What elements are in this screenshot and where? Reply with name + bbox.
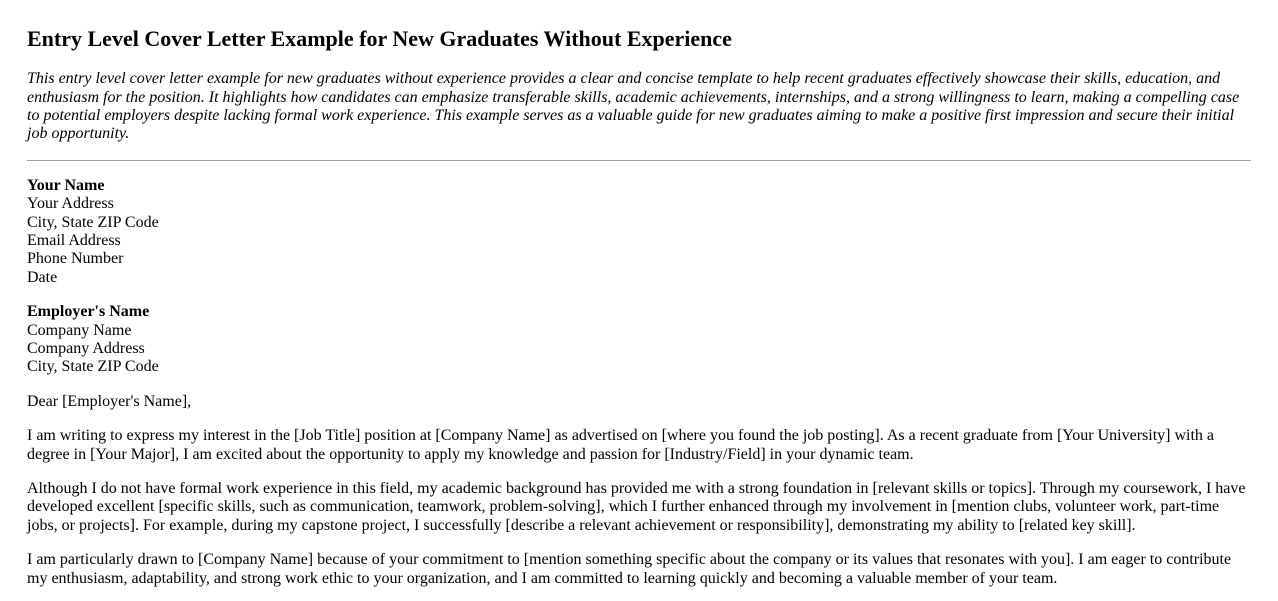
sender-address-line: Your Address	[27, 195, 114, 213]
recipient-address-line: Company Address	[27, 339, 145, 357]
body-paragraph-2: Although I do not have formal work experience in this field, my academic background has provided me with a strong foundation in [relevant skills or topics]. Through my coursework, I have developed excellent [specific skills, such as communication, teamwork, problem-solving], which I further enhanced through my involvement in [mention clubs, volunteer work, part-time jobs, or projects]. For example, during my capstone project, I successfully [describe a relevant achievement or responsibility], demonstrating my ability to [related key skill].	[27, 479, 1246, 534]
body-paragraph-3: I am particularly drawn to [Company Name] because of your commitment to [mention something specific about the company or its values that resonates with you]. I am eager to contribute my enthusiasm, adaptability, and strong work ethic to your organization, and I am committed to learning quickly and becoming a valuable member of your team.	[27, 551, 1232, 587]
sender-date-line: Date	[27, 268, 58, 286]
sender-email-line: Email Address	[27, 232, 121, 250]
salutation: Dear [Employer's Name],	[27, 392, 192, 410]
sender-city-line: City, State ZIP Code	[27, 213, 159, 231]
recipient-block	[27, 303, 1251, 377]
body-paragraph-1: I am writing to express my interest in the [Job Title] position at [Company Name] as advertised on [where you found the job posting]. As a recent graduate from [Your University] with a degree in [Your Major], I am excited about the opportunity to apply my knowledge and passion for [Industry/Field] in your dynamic team.	[27, 427, 1215, 463]
sender-name: Your Name	[27, 176, 105, 194]
page-title: Entry Level Cover Letter Example for New Graduates Without Experience	[27, 26, 732, 51]
divider	[27, 160, 1251, 161]
sender-block	[27, 177, 1251, 287]
sender-phone-line: Phone Number	[27, 250, 124, 268]
recipient-city-line: City, State ZIP Code	[27, 358, 159, 376]
recipient-company-line: Company Name	[27, 321, 132, 339]
intro-paragraph: This entry level cover letter example for new graduates without experience provides a clear and concise template to help recent graduates effectively showcase their skills, education, and enthusiasm for the position. It highlights how candidates can emphasize transferable skills, academic achievements, internships, and a strong willingness to learn, making a compelling case to potential employers despite lacking formal work experience. This example serves as a valuable guide for new graduates aiming to make a positive first impression and secure their initial job opportunity.	[27, 70, 1240, 143]
recipient-name: Employer's Name	[27, 303, 150, 321]
